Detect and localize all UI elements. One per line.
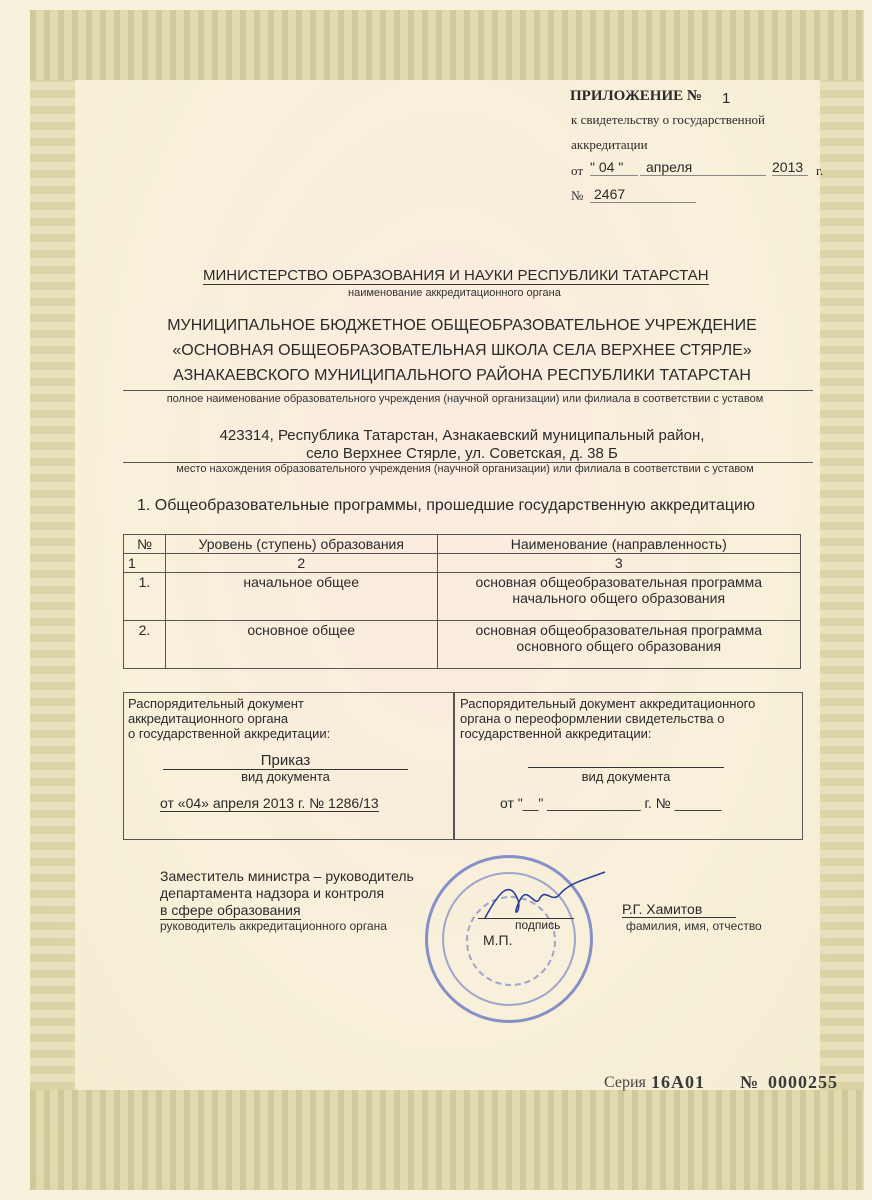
- mp-label: М.П.: [483, 932, 513, 948]
- series-num-label: №: [740, 1072, 759, 1092]
- organ-name: МИНИСТЕРСТВО ОБРАЗОВАНИЯ И НАУКИ РЕСПУБЛИКИ ТАТАРСТАН: [203, 267, 709, 284]
- appendix-num-value: 2467: [590, 186, 696, 203]
- series-num-value: 0000255: [768, 1072, 838, 1092]
- address-line1: 423314, Республика Татарстан, Азнакаевский муниципальный район,: [219, 427, 705, 444]
- row-name: [437, 621, 801, 669]
- appendix-day: " 04 ": [590, 159, 638, 176]
- index-cell: 2: [165, 554, 437, 573]
- doc-left-ref: от «04» апреля 2013 г. № 1286/13: [160, 795, 379, 811]
- appendix-from: от: [571, 163, 584, 178]
- doc-right-text: [460, 696, 755, 741]
- institution-line2: «ОСНОВНАЯ ОБЩЕОБРАЗОВАТЕЛЬНАЯ ШКОЛА СЕЛА ВЕРХНЕЕ СТЯРЛЕ»: [172, 342, 752, 359]
- institution-line3: АЗНАКАЕВСКОГО МУНИЦИПАЛЬНОГО РАЙОНА РЕСПУБЛИКИ ТАТАРСТАН: [173, 367, 751, 384]
- address-line2: село Верхнее Стярле, ул. Советская, д. 38 Б: [306, 445, 618, 462]
- programs-table: [123, 534, 801, 669]
- ornament-top: [30, 10, 864, 80]
- sign-caption: подпись: [515, 918, 561, 932]
- row-level: начальное общее: [165, 573, 437, 621]
- row-level: основное общее: [165, 621, 437, 669]
- doc-left-line2: аккредитационного органа: [128, 711, 289, 726]
- signer-position-line1: Заместитель министра – руководитель: [160, 868, 414, 884]
- appendix-year: 2013: [772, 159, 808, 176]
- institution-caption: полное наименование образовательного учреждения (научной организации) или филиала в соответствии с уставом: [166, 393, 764, 405]
- doc-right-line1: Распорядительный документ аккредитационного: [460, 696, 756, 711]
- ornament-left: [30, 80, 75, 1090]
- institution-rule: [123, 390, 813, 391]
- signer-position-line2: департамента надзора и контроля: [160, 885, 385, 901]
- doc-left-line3: о государственной аккредитации:: [128, 726, 331, 741]
- row-name-line1: основная общеобразовательная программа: [475, 622, 763, 638]
- signer-position: [160, 868, 414, 920]
- signer-name-caption: фамилия, имя, отчество: [626, 919, 762, 933]
- appendix-number: 1: [722, 90, 731, 107]
- appendix-line2: аккредитации: [571, 137, 648, 152]
- doc-right-ref: от "__" ____________ г. № ______: [500, 795, 722, 811]
- row-name-line2: начального общего образования: [512, 590, 726, 606]
- table-row: [124, 573, 801, 621]
- row-name: [437, 573, 801, 621]
- col-header-num: №: [124, 535, 166, 554]
- doc-left-type-caption: вид документа: [241, 769, 330, 784]
- ornament-right: [820, 80, 864, 1090]
- doc-right-line2: органа о переоформлении свидетельства о: [460, 711, 725, 726]
- signer-name: Р.Г. Хамитов: [622, 901, 736, 918]
- institution-line1: МУНИЦИПАЛЬНОЕ БЮДЖЕТНОЕ ОБЩЕОБРАЗОВАТЕЛЬНОЕ УЧРЕЖДЕНИЕ: [167, 317, 757, 334]
- row-name-line1: основная общеобразовательная программа: [475, 574, 763, 590]
- col-header-name: Наименование (направленность): [437, 535, 801, 554]
- appendix-title: ПРИЛОЖЕНИЕ №: [570, 88, 702, 104]
- appendix-num-label: №: [571, 188, 584, 203]
- appendix-line1: к свидетельству о государственной: [571, 112, 765, 127]
- row-name-line2: основного общего образования: [516, 638, 722, 654]
- doc-left-line1: Распорядительный документ: [128, 696, 304, 711]
- doc-right-type-line: [528, 767, 724, 768]
- appendix-year-suffix: г.: [816, 163, 824, 178]
- doc-right-type-caption: вид документа: [581, 769, 671, 784]
- signer-position-caption: руководитель аккредитационного органа: [160, 919, 387, 933]
- series-value: 16А01: [651, 1072, 705, 1092]
- row-num: 1.: [124, 573, 166, 621]
- doc-left-type: Приказ: [163, 752, 408, 770]
- doc-right-line3: государственной аккредитации:: [460, 726, 652, 741]
- address-caption: место нахождения образовательного учреждения (научной организации) или филиала в соответствии с уставом: [176, 463, 754, 475]
- index-cell: 3: [437, 554, 801, 573]
- col-header-level: Уровень (ступень) образования: [165, 535, 437, 554]
- doc-left-text: [128, 696, 330, 741]
- row-num: 2.: [124, 621, 166, 669]
- signer-position-line3: в сфере образования: [160, 902, 301, 918]
- table-header-row: [124, 535, 801, 554]
- appendix-month: апреля: [640, 159, 766, 176]
- series-label: Серия: [604, 1074, 646, 1091]
- table-row: [124, 621, 801, 669]
- section-title: 1. Общеобразовательные программы, прошедшие государственную аккредитацию: [137, 497, 755, 514]
- organ-caption: наименование аккредитационного органа: [348, 287, 561, 299]
- index-cell: 1: [124, 554, 166, 573]
- ornament-bottom: [30, 1090, 864, 1190]
- table-index-row: [124, 554, 801, 573]
